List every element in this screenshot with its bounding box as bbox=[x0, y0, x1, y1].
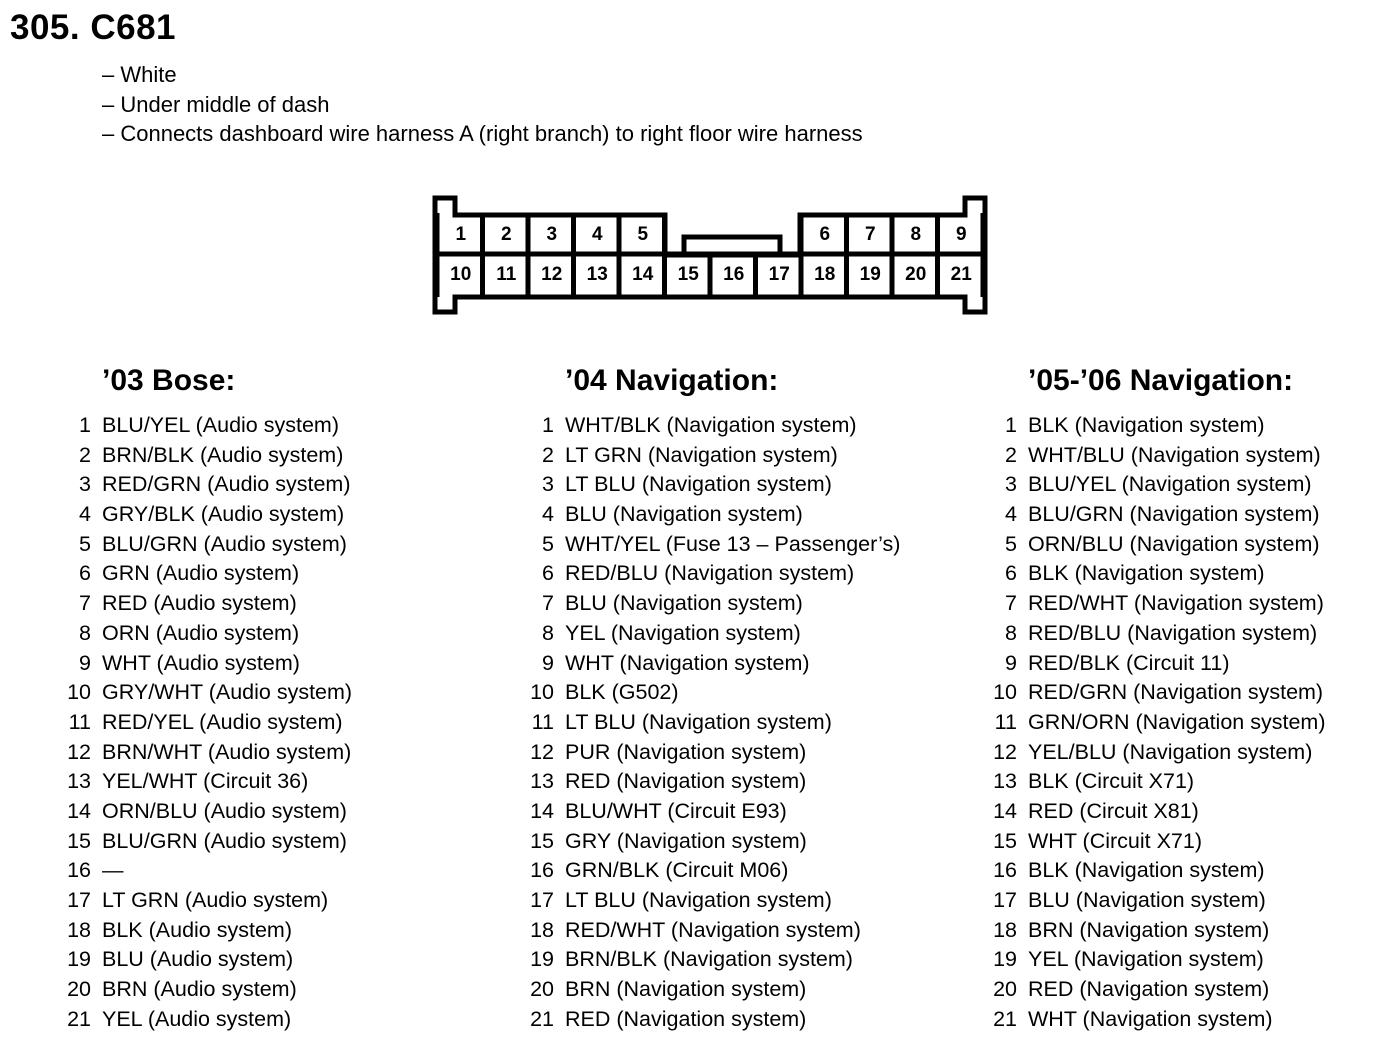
pin-row bbox=[530, 856, 900, 886]
wire-description: BLK (Navigation system) bbox=[1028, 858, 1265, 883]
pin-row bbox=[542, 470, 900, 500]
pin-label: 16 bbox=[723, 264, 745, 285]
pin-row bbox=[1005, 619, 1325, 649]
pin-number: 18 bbox=[993, 917, 1017, 942]
pin-number: 12 bbox=[530, 739, 554, 764]
pin-number: 13 bbox=[67, 769, 91, 794]
pin-number: 1 bbox=[79, 413, 91, 437]
wire-description: GRN/ORN (Navigation system) bbox=[1028, 709, 1326, 734]
pin-row bbox=[993, 678, 1325, 708]
pin-number: 19 bbox=[993, 947, 1017, 972]
pin-row bbox=[67, 1005, 352, 1035]
pin-row bbox=[530, 797, 900, 827]
pin-number: 19 bbox=[530, 947, 554, 972]
pin-label: 4 bbox=[591, 224, 603, 245]
pin-number: 6 bbox=[79, 561, 91, 586]
pin-label: 21 bbox=[950, 264, 972, 285]
pin-number: 4 bbox=[542, 502, 554, 527]
column-heading: ’04 Navigation: bbox=[565, 364, 779, 397]
pin-label: 6 bbox=[819, 224, 831, 245]
pin-number: 16 bbox=[530, 858, 554, 883]
wire-description: BLU/GRN (Navigation system) bbox=[1028, 502, 1320, 527]
pin-label: 12 bbox=[541, 264, 563, 285]
wire-description: RED/BLK (Circuit 11) bbox=[1028, 650, 1230, 675]
wire-description: WHT/BLK (Navigation system) bbox=[565, 413, 857, 437]
pin-row bbox=[993, 916, 1325, 946]
pin-number: 8 bbox=[1005, 620, 1017, 645]
pin-number: 10 bbox=[530, 680, 554, 705]
pin-number: 10 bbox=[67, 680, 91, 705]
pin-row bbox=[67, 886, 352, 916]
pin-number: 7 bbox=[79, 591, 91, 616]
pin-row bbox=[542, 559, 900, 589]
pin-number: 3 bbox=[79, 472, 91, 497]
pin-label: 9 bbox=[955, 224, 967, 245]
wire-description: RED (Circuit X81) bbox=[1028, 798, 1199, 823]
pin-number: 20 bbox=[530, 977, 554, 1002]
pin-number: 1 bbox=[1005, 413, 1017, 437]
pin-label: 20 bbox=[905, 264, 927, 285]
pin-row bbox=[993, 827, 1325, 857]
note-location: – Under middle of dash bbox=[102, 91, 330, 117]
wire-description: WHT (Navigation system) bbox=[565, 650, 810, 675]
wire-description: ORN/BLU (Audio system) bbox=[102, 798, 347, 823]
pin-number: 20 bbox=[993, 977, 1017, 1002]
pin-number: 21 bbox=[993, 1006, 1017, 1031]
pin-row bbox=[79, 500, 352, 530]
wire-description: YEL/WHT (Circuit 36) bbox=[102, 769, 309, 794]
pin-row bbox=[993, 856, 1325, 886]
wire-description: BLK (G502) bbox=[565, 680, 679, 705]
pin-row bbox=[67, 916, 352, 946]
pin-number: 11 bbox=[531, 709, 554, 734]
pin-row bbox=[993, 738, 1325, 768]
pin-row bbox=[530, 975, 900, 1005]
wire-description: RED (Navigation system) bbox=[565, 1006, 807, 1031]
pin-label: 17 bbox=[768, 264, 790, 285]
pin-number: 8 bbox=[542, 620, 554, 645]
pin-row bbox=[1005, 470, 1325, 500]
wire-description: RED/WHT (Navigation system) bbox=[1028, 591, 1324, 616]
wire-description: BRN (Navigation system) bbox=[565, 977, 807, 1002]
connector-diagram bbox=[0, 0, 1376, 340]
pin-number: 12 bbox=[67, 739, 91, 764]
pin-number: 15 bbox=[993, 828, 1017, 853]
pin-row bbox=[530, 767, 900, 797]
wire-description: YEL/BLU (Navigation system) bbox=[1028, 739, 1313, 764]
pin-number: 3 bbox=[1005, 472, 1017, 497]
wire-description: GRY/WHT (Audio system) bbox=[102, 680, 353, 705]
pin-label: 5 bbox=[637, 224, 649, 245]
pin-number: 14 bbox=[993, 798, 1017, 823]
pin-number: 21 bbox=[530, 1006, 554, 1031]
wire-description: BLU/WHT (Circuit E93) bbox=[565, 798, 787, 823]
pin-number: 15 bbox=[67, 828, 91, 853]
pin-number: 11 bbox=[994, 709, 1017, 734]
wire-description: BRN/BLK (Audio system) bbox=[102, 442, 344, 467]
pin-row bbox=[530, 827, 900, 857]
wire-description: GRN (Audio system) bbox=[102, 561, 300, 586]
wire-description: BLU/GRN (Audio system) bbox=[102, 828, 347, 853]
pin-row bbox=[67, 767, 352, 797]
pin-label: 7 bbox=[864, 224, 876, 245]
wire-description: BLU (Navigation system) bbox=[565, 502, 803, 527]
wire-description: BLK (Navigation system) bbox=[1028, 413, 1265, 437]
wire-description: BLU/YEL (Audio system) bbox=[102, 413, 339, 437]
pin-row bbox=[993, 1005, 1325, 1035]
wire-description: WHT (Circuit X71) bbox=[1028, 828, 1203, 853]
pin-row bbox=[994, 708, 1326, 738]
pin-row bbox=[1005, 559, 1325, 589]
pin-row bbox=[1005, 530, 1325, 560]
pin-row bbox=[1005, 589, 1325, 619]
column-03-bose bbox=[67, 362, 353, 1034]
wire-description: RED/YEL (Audio system) bbox=[102, 709, 343, 734]
pin-row bbox=[67, 975, 352, 1005]
pin-row bbox=[67, 827, 352, 857]
pin-row bbox=[79, 411, 352, 441]
pin-number: 6 bbox=[1005, 561, 1017, 586]
wire-description: — bbox=[102, 858, 124, 883]
column-05-06-navigation bbox=[993, 362, 1326, 1034]
pin-number: 10 bbox=[993, 680, 1017, 705]
pin-row bbox=[993, 797, 1325, 827]
pin-row bbox=[542, 619, 900, 649]
wire-description: BLU (Navigation system) bbox=[565, 591, 803, 616]
pin-number: 5 bbox=[1005, 531, 1017, 556]
pin-number: 3 bbox=[542, 472, 554, 497]
wire-description: ORN (Audio system) bbox=[102, 620, 300, 645]
pin-row bbox=[993, 975, 1325, 1005]
pin-row bbox=[530, 945, 900, 975]
pin-label: 11 bbox=[496, 264, 517, 285]
pin-label: 2 bbox=[500, 224, 512, 245]
pin-number: 15 bbox=[530, 828, 554, 853]
wire-description: WHT (Audio system) bbox=[102, 650, 300, 675]
pin-label: 18 bbox=[814, 264, 836, 285]
wire-description: BRN (Navigation system) bbox=[1028, 917, 1270, 942]
pin-row bbox=[993, 767, 1325, 797]
wire-description: RED (Navigation system) bbox=[565, 769, 807, 794]
pin-number: 19 bbox=[67, 947, 91, 972]
pin-row bbox=[993, 945, 1325, 975]
pin-number: 14 bbox=[530, 798, 554, 823]
pin-number: 1 bbox=[542, 413, 554, 437]
wire-description: RED/WHT (Navigation system) bbox=[565, 917, 861, 942]
column-heading: ’03 Bose: bbox=[102, 364, 236, 397]
wire-description: LT BLU (Navigation system) bbox=[565, 709, 832, 734]
pin-label: 8 bbox=[910, 224, 922, 245]
wire-description: YEL (Navigation system) bbox=[565, 620, 801, 645]
pin-number: 20 bbox=[67, 977, 91, 1002]
pin-number: 12 bbox=[993, 739, 1017, 764]
wire-description: RED (Navigation system) bbox=[1028, 977, 1270, 1002]
pin-row bbox=[1005, 649, 1325, 679]
pin-number: 11 bbox=[68, 709, 91, 734]
wire-description: ORN/BLU (Navigation system) bbox=[1028, 531, 1320, 556]
page-title: 305. C681 bbox=[10, 8, 177, 47]
pin-row bbox=[67, 738, 352, 768]
wire-description: RED/GRN (Navigation system) bbox=[1028, 680, 1324, 705]
pin-label: 14 bbox=[632, 264, 654, 285]
pin-number: 21 bbox=[67, 1006, 91, 1031]
pin-label: 1 bbox=[455, 224, 467, 245]
pin-row bbox=[79, 530, 352, 560]
wire-description: WHT/BLU (Navigation system) bbox=[1028, 442, 1321, 467]
wire-description: BRN/WHT (Audio system) bbox=[102, 739, 352, 764]
pin-row bbox=[79, 441, 352, 471]
column-04-navigation bbox=[530, 362, 901, 1034]
pin-label: 3 bbox=[546, 224, 558, 245]
pin-number: 13 bbox=[530, 769, 554, 794]
pin-number: 16 bbox=[993, 858, 1017, 883]
note-connects: – Connects dashboard wire harness A (right branch) to right floor wire harness bbox=[102, 121, 863, 146]
wire-description: YEL (Navigation system) bbox=[1028, 947, 1264, 972]
pin-number: 2 bbox=[1005, 442, 1017, 467]
pin-number: 2 bbox=[542, 442, 554, 467]
pin-row bbox=[542, 530, 901, 560]
pin-row bbox=[79, 589, 352, 619]
pin-row bbox=[530, 1005, 900, 1035]
pin-number: 17 bbox=[530, 888, 554, 912]
pin-row bbox=[79, 559, 352, 589]
pin-number: 9 bbox=[1005, 650, 1017, 675]
wire-description: RED/GRN (Audio system) bbox=[102, 472, 351, 497]
pin-number: 17 bbox=[67, 888, 91, 912]
column-heading: ’05-’06 Navigation: bbox=[1028, 364, 1294, 397]
pin-row bbox=[542, 441, 900, 471]
pin-row bbox=[1005, 441, 1325, 471]
pin-number: 18 bbox=[67, 917, 91, 942]
pin-row bbox=[542, 649, 900, 679]
wire-description: WHT/YEL (Fuse 13 – Passenger’s) bbox=[565, 531, 901, 556]
pin-row bbox=[67, 678, 353, 708]
pin-row bbox=[530, 916, 900, 946]
pin-number: 7 bbox=[542, 591, 554, 616]
wire-description: LT BLU (Navigation system) bbox=[565, 472, 832, 497]
pin-row bbox=[530, 886, 900, 916]
pin-number: 16 bbox=[67, 858, 91, 883]
pin-row bbox=[68, 708, 352, 738]
pin-label: 15 bbox=[677, 264, 699, 285]
pin-number: 14 bbox=[67, 798, 91, 823]
pin-row bbox=[542, 500, 900, 530]
wire-description: BRN/BLK (Navigation system) bbox=[565, 947, 853, 972]
pin-row bbox=[531, 708, 900, 738]
pin-number: 9 bbox=[79, 650, 91, 675]
pin-row bbox=[67, 797, 352, 827]
pin-row bbox=[79, 649, 352, 679]
pin-row bbox=[530, 678, 900, 708]
wire-description: BLK (Circuit X71) bbox=[1028, 769, 1195, 794]
pin-number: 5 bbox=[79, 531, 91, 556]
pin-number: 4 bbox=[1005, 502, 1017, 527]
pin-row bbox=[993, 886, 1325, 916]
pin-row bbox=[67, 945, 352, 975]
wire-description: LT GRN (Navigation system) bbox=[565, 442, 838, 467]
pin-number: 4 bbox=[79, 502, 91, 527]
pin-row bbox=[542, 411, 900, 441]
wire-description: BLK (Navigation system) bbox=[1028, 561, 1265, 586]
pin-number: 5 bbox=[542, 531, 554, 556]
wire-description: LT BLU (Navigation system) bbox=[565, 888, 832, 912]
wire-description: LT GRN (Audio system) bbox=[102, 888, 329, 912]
pin-label: 13 bbox=[586, 264, 608, 285]
pin-number: 7 bbox=[1005, 591, 1017, 616]
pin-label: 19 bbox=[859, 264, 881, 285]
pin-number: 17 bbox=[993, 888, 1017, 912]
pin-number: 6 bbox=[542, 561, 554, 586]
wire-description: BLK (Audio system) bbox=[102, 917, 292, 942]
pin-row bbox=[79, 470, 352, 500]
wire-description: WHT (Navigation system) bbox=[1028, 1006, 1273, 1031]
pin-number: 9 bbox=[542, 650, 554, 675]
wire-description: YEL (Audio system) bbox=[102, 1006, 292, 1031]
wire-description: RED/BLU (Navigation system) bbox=[1028, 620, 1318, 645]
wire-description: GRY (Navigation system) bbox=[565, 828, 807, 853]
note-color: – White bbox=[102, 62, 177, 87]
wire-description: GRY/BLK (Audio system) bbox=[102, 502, 345, 527]
wire-description: BLU/YEL (Navigation system) bbox=[1028, 472, 1312, 497]
wire-description: RED/BLU (Navigation system) bbox=[565, 561, 855, 586]
pin-row bbox=[1005, 500, 1325, 530]
wire-description: GRN/BLK (Circuit M06) bbox=[565, 858, 789, 883]
pin-row bbox=[67, 856, 352, 886]
pin-number: 13 bbox=[993, 769, 1017, 794]
pin-number: 2 bbox=[79, 442, 91, 467]
pin-row bbox=[542, 589, 900, 619]
pin-label: 10 bbox=[450, 264, 472, 285]
pin-row bbox=[79, 619, 352, 649]
wire-description: BLU (Navigation system) bbox=[1028, 888, 1266, 912]
wire-description: BLU (Audio system) bbox=[102, 947, 294, 972]
pin-row bbox=[1005, 411, 1325, 441]
pin-row bbox=[530, 738, 900, 768]
wire-description: BLU/GRN (Audio system) bbox=[102, 531, 347, 556]
pin-number: 18 bbox=[530, 917, 554, 942]
wire-description: PUR (Navigation system) bbox=[565, 739, 807, 764]
wire-description: BRN (Audio system) bbox=[102, 977, 297, 1002]
wire-description: RED (Audio system) bbox=[102, 591, 297, 616]
pin-number: 8 bbox=[79, 620, 91, 645]
